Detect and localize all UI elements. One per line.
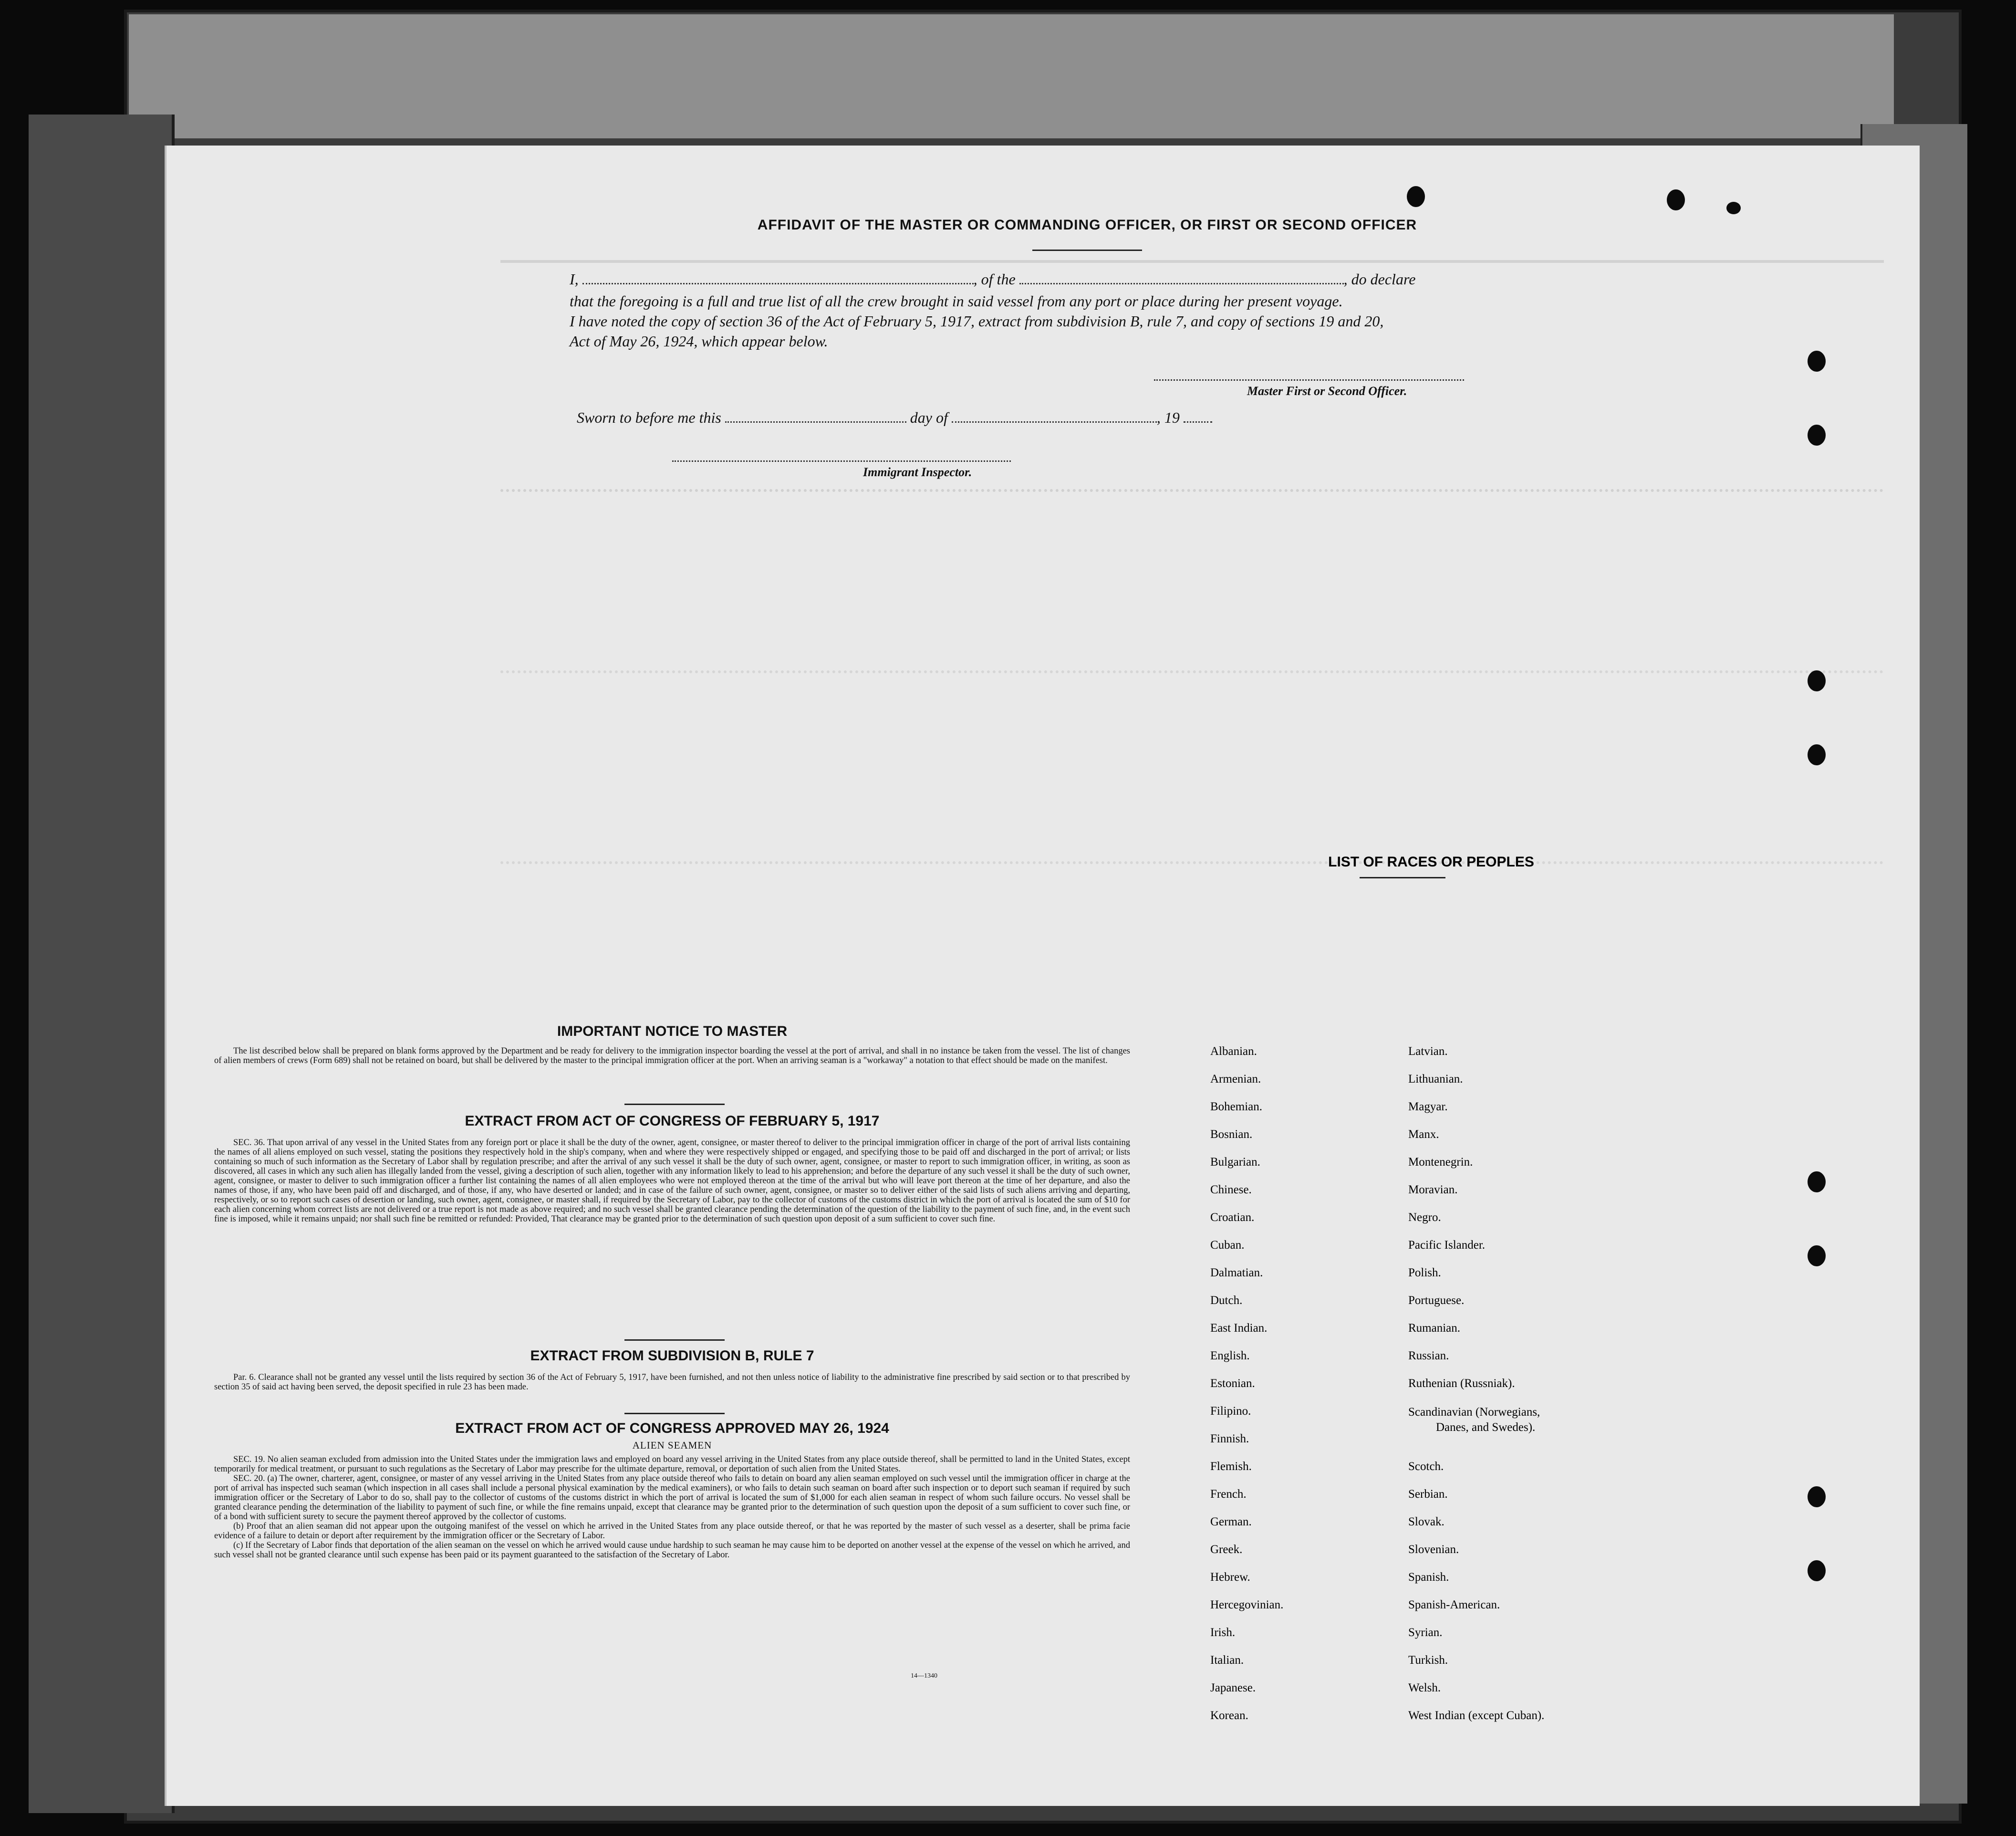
race-item: Bulgarian. <box>1210 1156 1260 1168</box>
race-item: Flemish. <box>1210 1460 1252 1473</box>
sworn-year-label: , 19 <box>1156 409 1180 426</box>
punch-hole <box>1667 189 1685 210</box>
form-number: 14—1340 <box>911 1672 937 1680</box>
punch-hole <box>1808 425 1826 446</box>
race-item: Dutch. <box>1210 1294 1243 1307</box>
race-item: Greek. <box>1210 1543 1243 1556</box>
punch-hole <box>1808 1245 1826 1266</box>
affidavit-line4: Act of May 26, 1924, which appear below. <box>570 333 828 350</box>
race-item: Dalmatian. <box>1210 1266 1263 1279</box>
section-rule <box>624 1104 725 1105</box>
race-item: Cuban. <box>1210 1239 1245 1252</box>
vessel-name-field[interactable] <box>1019 272 1344 284</box>
race-item: West Indian (except Cuban). <box>1408 1709 1545 1722</box>
section-20c-paragraph: (c) If the Secretary of Labor finds that deportation of the alien seaman on the vessel on which he arrived would cause undue hardship to such seaman he may cause him to be deported on another vessel at the expense of the vessel on which he arrived, and such vessel shall not be granted clearance until such expense has been paid or its payment guaranteed to the satisfaction of the Secretary of Labor. <box>214 1541 1130 1560</box>
extract-1917-title: EXTRACT FROM ACT OF CONGRESS OF FEBRUARY 5, 1917 <box>465 1113 880 1129</box>
race-item: Portuguese. <box>1408 1294 1465 1307</box>
document-stack-top-edge <box>129 14 1894 138</box>
race-item: German. <box>1210 1515 1252 1528</box>
affidavit-line3: I have noted the copy of section 36 of the Act of February 5, 1917, extract from subdivision B, rule 7, and copy of sections 19 and 20, <box>570 313 1384 330</box>
section-20a-paragraph: SEC. 20. (a) The owner, charterer, agent, consignee, or master of any vessel arriving in the United States from any place outside thereof who fails to detain on board any alien seaman employed on such vessel until the immigration officer in charge at the port of arrival has inspected such seaman (which inspection in all cases shall include a personal physical examination by the medical examiners), or who fails to detain such seaman on board after such inspection or to deport such seaman if required by such immigration officer or the Secretary of Labor to do so, shall pay to the collector of customs of the customs district in which the port of arrival is located the sum of $1,000 for each alien seaman in respect of whom such failure occurs. No vessel shall be granted clearance pending the determination of the liability to payment of such fine, or while the fine remains unpaid, except that clearance may be granted prior to the determination of such question upon the deposit of a sum sufficient to cover such fine, or of a bond with sufficient surety to secure the payment thereof approved by the collector of customs. <box>214 1474 1130 1522</box>
affidavit-line1-suffix: , do declare <box>1343 271 1416 288</box>
race-item: East Indian. <box>1210 1322 1268 1335</box>
race-item: Hebrew. <box>1210 1571 1250 1584</box>
punch-hole <box>1407 186 1425 207</box>
race-item: Scotch. <box>1408 1460 1444 1473</box>
race-item: Pacific Islander. <box>1408 1239 1486 1252</box>
sworn-statement <box>577 409 1212 427</box>
race-item: Syrian. <box>1408 1626 1443 1639</box>
notice-body <box>214 1046 1130 1094</box>
race-item: Chinese. <box>1210 1183 1252 1196</box>
race-item: Latvian. <box>1408 1045 1448 1058</box>
race-item: Scandinavian (Norwegians, <box>1408 1406 1540 1419</box>
race-item: Spanish-American. <box>1408 1598 1500 1611</box>
sworn-month-field[interactable] <box>952 411 1157 423</box>
section-20b-paragraph: (b) Proof that an alien seaman did not appear upon the outgoing manifest of the vessel on which he arrived in the United States from any place outside thereof, or that he was reported by the master of such vessel as a deserter, shall be prima facie evidence of a failure to detain or deport after requirement by the immigration officer or the Secretary of Labor. <box>214 1522 1130 1541</box>
race-item: Bohemian. <box>1210 1100 1263 1113</box>
race-item: Russian. <box>1408 1349 1449 1362</box>
race-item: Finnish. <box>1210 1432 1249 1445</box>
affidavit-line2: that the foregoing is a full and true list of all the crew brought in said vessel from any port or place during her present voyage. <box>570 292 1343 310</box>
race-item: Polish. <box>1408 1266 1441 1279</box>
affidavit-declaration-line <box>570 271 1415 288</box>
race-item: Spanish. <box>1408 1571 1449 1584</box>
race-item: Korean. <box>1210 1709 1248 1722</box>
race-item: Slovenian. <box>1408 1543 1459 1556</box>
inspector-signature-field[interactable] <box>672 460 1011 462</box>
race-item: Filipino. <box>1210 1405 1251 1418</box>
race-item: Magyar. <box>1408 1100 1448 1113</box>
race-item: Hercegovinian. <box>1210 1598 1284 1611</box>
sworn-day-field[interactable] <box>725 411 906 423</box>
alien-seamen-subtitle: ALIEN SEAMEN <box>632 1440 712 1451</box>
race-item: Welsh. <box>1408 1681 1441 1694</box>
race-item: Estonian. <box>1210 1377 1255 1390</box>
paragraph-6: Par. 6. Clearance shall not be granted any vessel until the lists required by section 36 of the Act of February 5, 1917, have been furnished, and not then unless notice of liability to the administrative fine prescribed by said section or to that prescribed by section 35 of said act having been served, the deposit specified in rule 23 has been made. <box>214 1373 1130 1392</box>
master-name-field[interactable] <box>582 272 974 284</box>
sworn-day-label: day of <box>910 409 948 426</box>
affidavit-line1-middle: , of the <box>973 271 1016 288</box>
race-item: Irish. <box>1210 1626 1236 1639</box>
form-sheet <box>165 146 1920 1806</box>
affidavit-title-rule <box>1032 250 1142 251</box>
race-item: Manx. <box>1408 1128 1439 1141</box>
sworn-prefix: Sworn to before me this <box>577 409 721 426</box>
race-item: Slovak. <box>1408 1515 1444 1528</box>
races-title-rule <box>1360 877 1445 878</box>
race-item: Armenian. <box>1210 1073 1261 1085</box>
race-item: Bosnian. <box>1210 1128 1253 1141</box>
bleed-through-line <box>500 489 1884 506</box>
race-item: Serbian. <box>1408 1488 1448 1501</box>
race-item: Japanese. <box>1210 1681 1256 1694</box>
affidavit-title: AFFIDAVIT OF THE MASTER OR COMMANDING OFFICER, OR FIRST OR SECOND OFFICER <box>757 217 1417 233</box>
section-rule <box>624 1413 725 1414</box>
master-signature-field[interactable] <box>1154 379 1464 381</box>
race-item: Moravian. <box>1408 1183 1458 1196</box>
race-item: Ruthenian (Russniak). <box>1408 1377 1515 1390</box>
document-stack-left-edge <box>29 115 175 1813</box>
punch-hole <box>1808 1171 1826 1192</box>
race-item: Italian. <box>1210 1654 1244 1667</box>
race-item: French. <box>1210 1488 1247 1501</box>
race-item: Lithuanian. <box>1408 1073 1463 1085</box>
section-rule <box>624 1339 725 1341</box>
section-36-paragraph: SEC. 36. That upon arrival of any vessel in the United States from any foreign port or place it shall be the duty of the owner, agent, consignee, or master thereof to deliver to the principal immigration officer in charge of the port of arrival lists containing the names of all aliens employed on such vessel, stating the positions they respectively hold in the ship's company, when and where they were respectively shipped or engaged, and specifying those to be paid off and discharged in the port of arrival; or lists containing so much of such information as the Secretary of Labor shall by regulation prescribe; and after the arrival of any such vessel it shall be the duty of such owner, agent, consignee, or master to report to such immigration officer, in writing, as soon as discovered, all cases in which any such alien has illegally landed from the vessel, giving a description of such alien, together with any information likely to lead to his apprehension; and before the departure of any such vessel it shall be the duty of such owner, agent, consignee, or master to deliver to such immigration officer a further list containing the names of all alien employees who were not employed thereon at the time of the arrival but who will leave port thereon at the time of her departure, and also the names of those, if any, who have been paid off and discharged, and of those, if any, who have deserted or landed; and in case of the failure of such owner, agent, consignee, or master so to deliver either of the said lists of such aliens arriving and departing, respectively, or so to report such cases of desertion or landing, such owner, agent, consignee, or master shall, if required by the Secretary of Labor, pay to the collector of customs of the customs district in which the port of arrival is located the sum of $10 for each alien concerning whom correct lists are not delivered or a true report is not made as above required; and no such vessel shall be granted clearance pending the determination of the question of the liability to the payment of such fine, and, in the event such fine is imposed, while it remains unpaid; nor shall such fine be remitted or refunded: Provided, That clearance may be granted prior to the determination of such question upon deposit of a sum sufficient to cover such fine. <box>214 1138 1130 1224</box>
race-item: Negro. <box>1408 1211 1441 1224</box>
race-item: Croatian. <box>1210 1211 1255 1224</box>
punch-hole <box>1808 1560 1826 1581</box>
notice-title: IMPORTANT NOTICE TO MASTER <box>557 1023 788 1039</box>
punch-hole <box>1808 670 1826 691</box>
race-item: Rumanian. <box>1408 1322 1461 1335</box>
race-item: Albanian. <box>1210 1045 1257 1058</box>
extract-1917-body <box>214 1138 1130 1331</box>
section-19-paragraph: SEC. 19. No alien seaman excluded from admission into the United States under the immigration laws and employed on board any vessel arriving in the United States from any place outside thereof, shall be permitted to land in the United States, except temporarily for medical treatment, or pursuant to such regulations as the Secretary of Labor may prescribe for the ultimate departure, removal, or deportation of such alien from the United States. <box>214 1455 1130 1474</box>
sworn-year-field[interactable] <box>1184 411 1212 423</box>
extract-1924-body <box>214 1455 1130 1669</box>
race-item: Danes, and Swedes). <box>1436 1421 1536 1434</box>
punch-hole <box>1726 202 1741 214</box>
race-item: Montenegrin. <box>1408 1156 1473 1168</box>
punch-hole <box>1808 351 1826 372</box>
race-item: Turkish. <box>1408 1654 1448 1667</box>
subdivision-b-body <box>214 1373 1130 1403</box>
notice-paragraph: The list described below shall be prepared on blank forms approved by the Department and be ready for delivery to the immigration inspector boarding the vessel at the port of arrival, and shall in no instance be taken from the vessel. The list of changes of alien members of crews (Form 689) shall not be retained on board, but shall be delivered by the master to the principal immigration officer at the port. When an arriving seaman is a "workaway" a notation to that effect should be made on the manifest. <box>214 1046 1130 1065</box>
extract-1924-title: EXTRACT FROM ACT OF CONGRESS APPROVED MAY 26, 1924 <box>455 1420 889 1436</box>
inspector-signature-caption: Immigrant Inspector. <box>863 465 972 479</box>
subdivision-b-title: EXTRACT FROM SUBDIVISION B, RULE 7 <box>530 1348 814 1364</box>
master-signature-caption: Master First or Second Officer. <box>1247 384 1407 398</box>
punch-hole <box>1808 1486 1826 1507</box>
punch-hole <box>1808 744 1826 765</box>
affidavit-line1-prefix: I, <box>570 271 579 288</box>
race-item: English. <box>1210 1349 1250 1362</box>
bleed-through-line <box>500 670 1884 688</box>
races-title: LIST OF RACES OR PEOPLES <box>1328 854 1534 870</box>
